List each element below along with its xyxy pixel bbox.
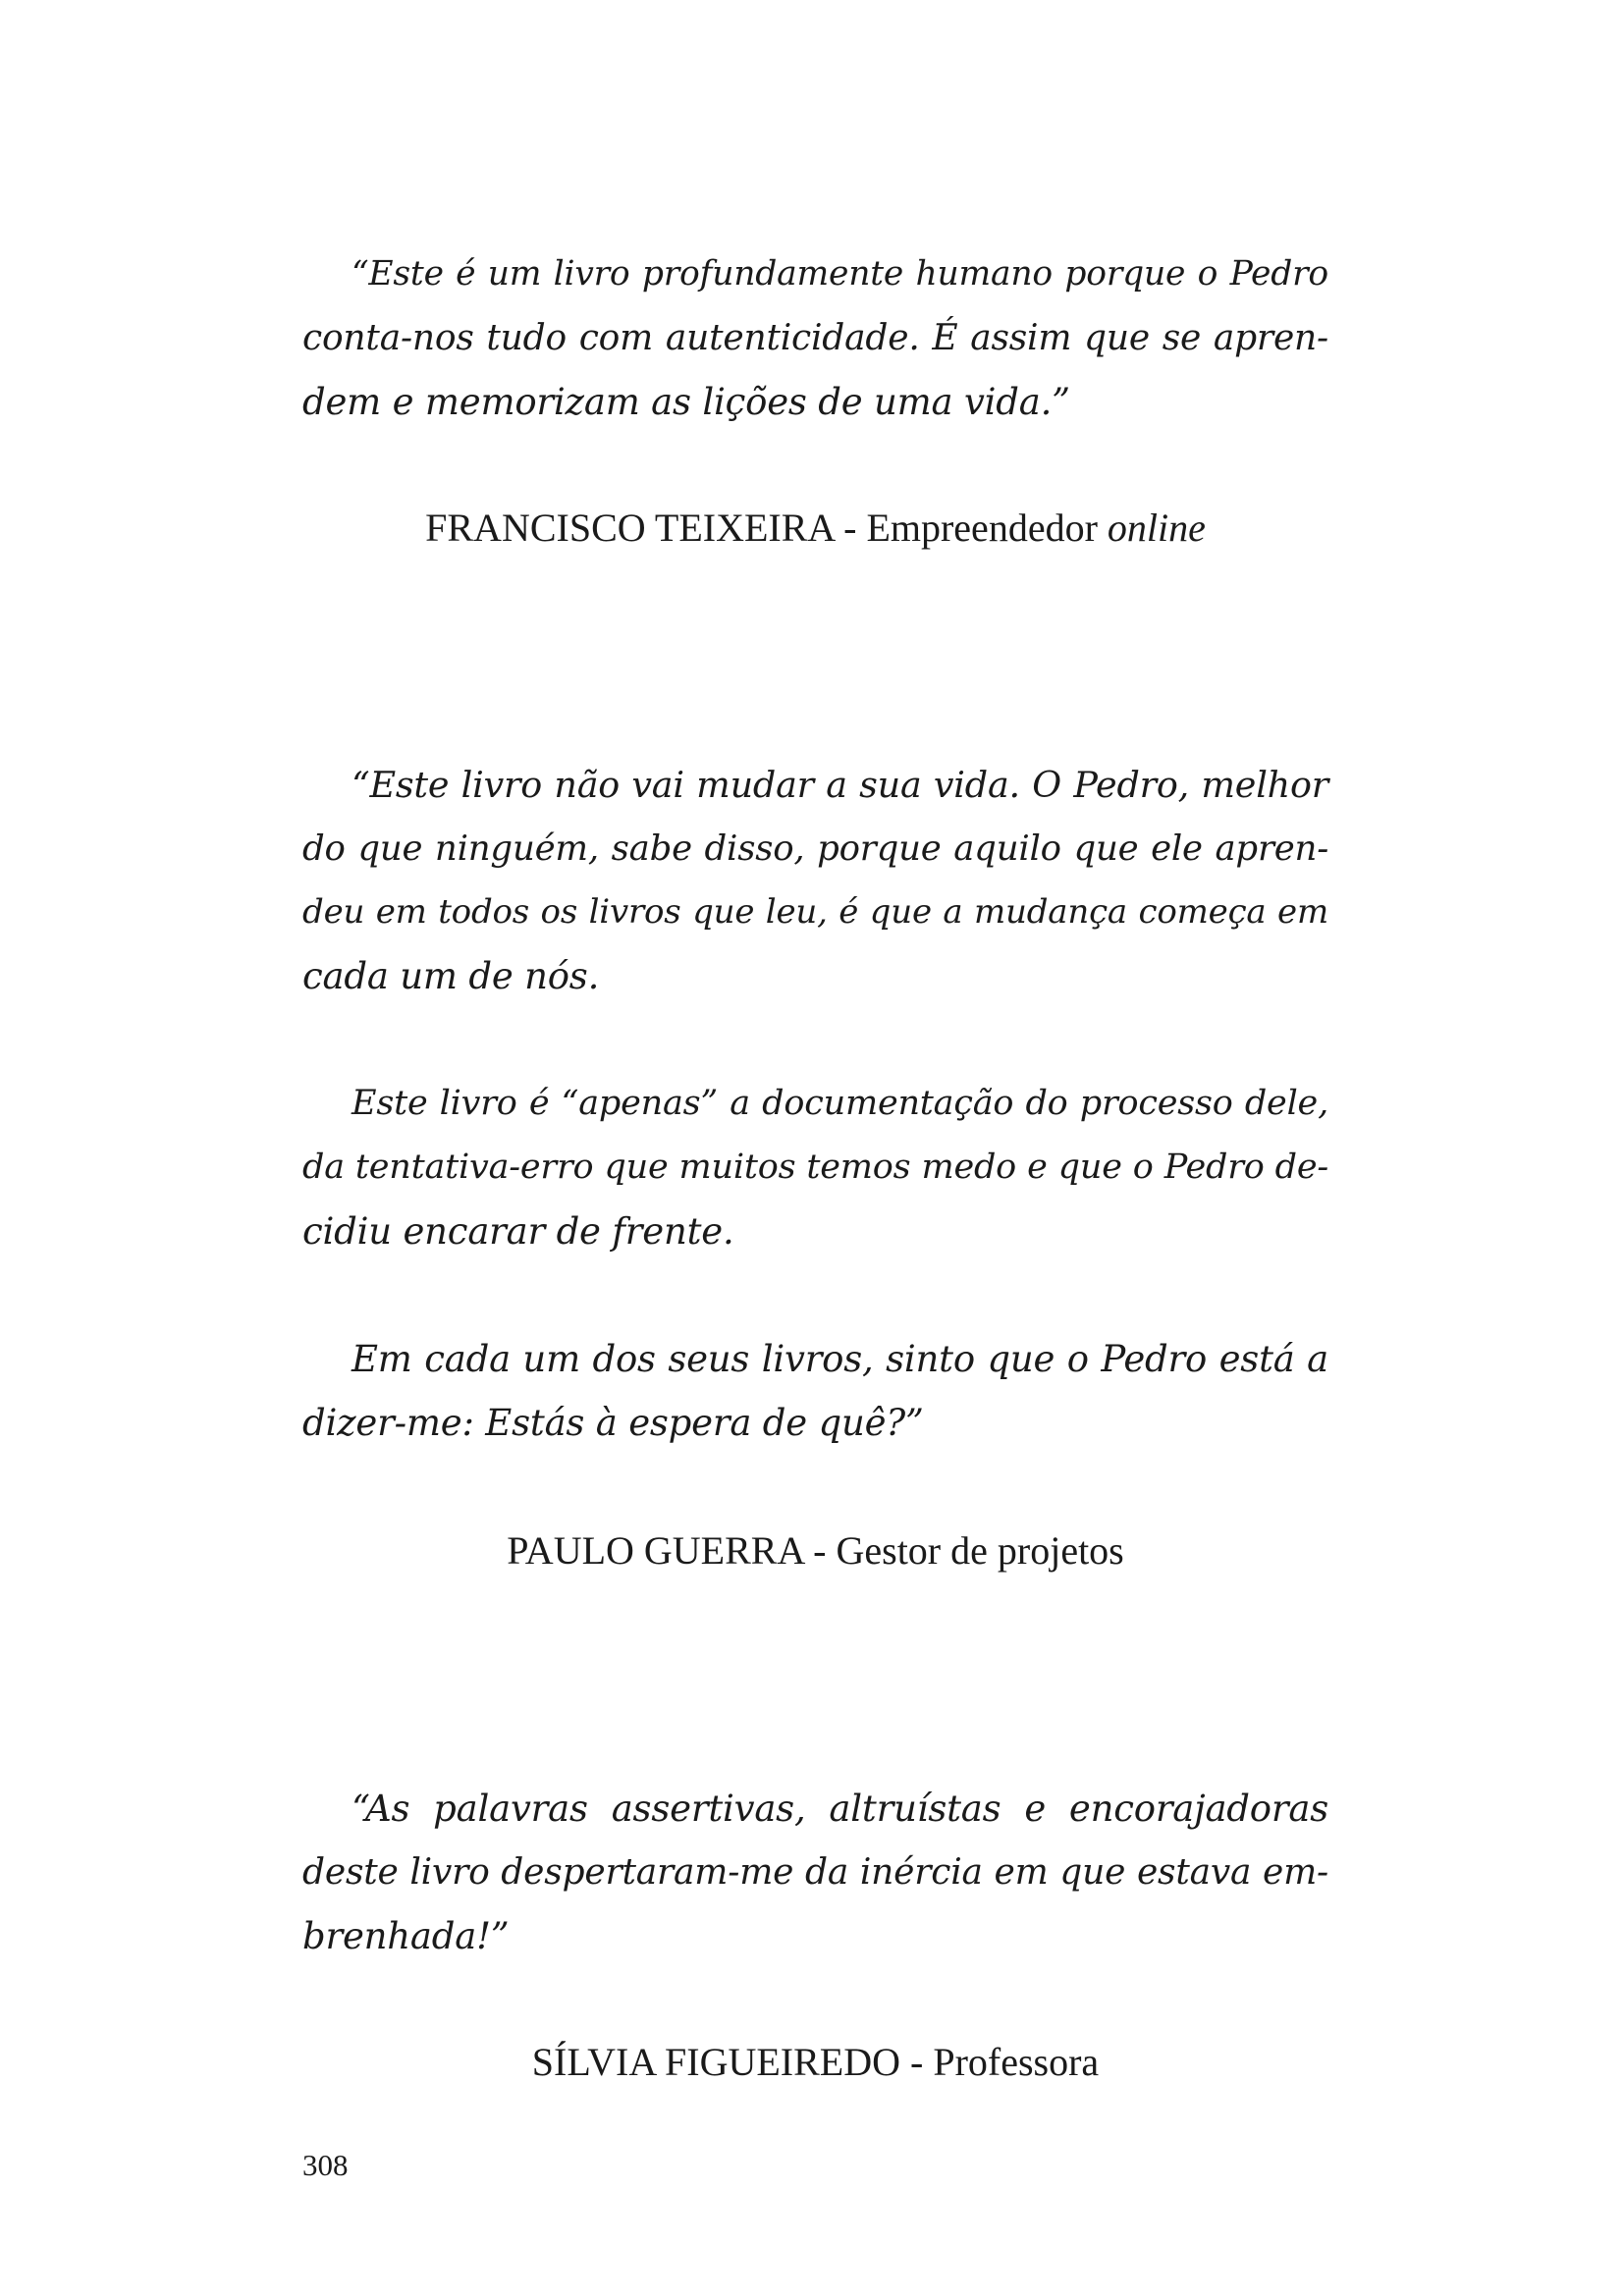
separator: - [834, 506, 867, 550]
quote-line: da tentativa-erro que muitos temos medo e que o Pedro de- [302, 1148, 1328, 1187]
testimonial-2-quote-p2 [302, 1072, 1328, 1263]
quote-line: dem e memorizam as lições de uma vida.” [302, 381, 1070, 423]
testimonial-2-quote-p3 [302, 1327, 1328, 1455]
separator: - [803, 1528, 837, 1573]
quote-line: “As palavras assertivas, altruístas e encorajadoras [352, 1788, 1328, 1830]
author-role: Professora [933, 2040, 1100, 2084]
author-name: PAULO GUERRA [507, 1528, 804, 1573]
quote-line: do que ninguém, sabe disso, porque aquilo que ele apren- [302, 828, 1328, 869]
quote-line: Este livro é “apenas” a documentação do processo dele, [352, 1084, 1328, 1123]
quote-line: brenhada!” [302, 1915, 510, 1957]
testimonial-3-quote [302, 1777, 1328, 1968]
testimonial-2-quote-p1 [302, 753, 1328, 1008]
quote-line: conta-nos tudo com autenticidade. É assim que se apren- [302, 318, 1328, 358]
quote-line: deu em todos os livros que leu, é que a mudança começa em [302, 892, 1328, 932]
testimonial-1-attribution [302, 504, 1328, 553]
testimonial-3-attribution [302, 2038, 1328, 2087]
quote-line: Em cada um dos seus livros, sinto que o Pedro está a [352, 1338, 1328, 1380]
quote-line: cidiu encarar de frente. [302, 1210, 734, 1253]
quote-line: “Este é um livro profundamente humano porque o Pedro [352, 254, 1328, 294]
author-role-italic: online [1107, 506, 1206, 550]
quote-line: “Este livro não vai mudar a sua vida. O Pedro, melhor [352, 764, 1328, 806]
quote-line: dizer-me: Estás à espera de quê?” [302, 1402, 924, 1444]
author-name: SÍLVIA FIGUEIREDO [531, 2040, 900, 2084]
testimonial-1-quote [302, 242, 1328, 434]
testimonial-2-attribution [302, 1526, 1328, 1575]
author-role: Gestor de projetos [836, 1528, 1124, 1573]
separator: - [900, 2040, 934, 2084]
author-role: Empreendedor [866, 506, 1098, 550]
quote-line: cada um de nós. [302, 955, 600, 997]
quote-line: deste livro despertaram-me da inércia em que estava em- [302, 1852, 1328, 1893]
author-name: FRANCISCO TEIXEIRA [425, 506, 835, 550]
page-number: 308 [302, 2148, 349, 2182]
